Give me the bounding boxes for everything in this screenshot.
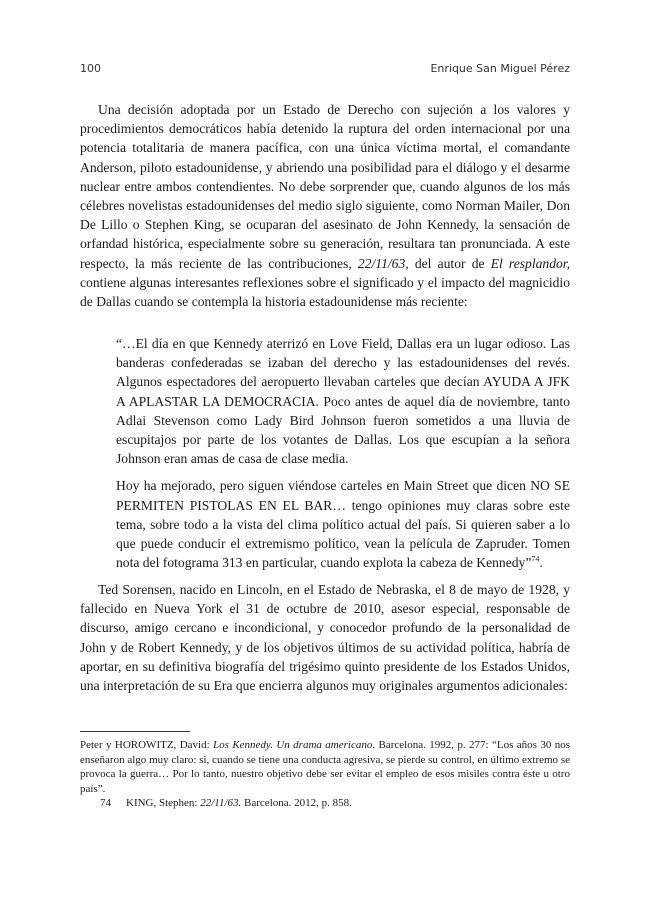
- text-run: Una decisión adoptada por un Estado de Derecho con sujeción a los valores y procedimientos democráticos había detenido la ruptura del orden internacional por una potencia totalitaria de manera pacífica, con una única víctima mortal, el comandante Anderson, piloto estadounidense, y abriendo una posibilidad para el diálogo y el desarme nuclear entre ambos contendientes. No debe sorprender que, cuando algunos de los más célebres novelistas estadounidenses del medio siglo siguiente, como Norman Mailer, Don De Lillo o Stephen King, se ocuparan del asesinato de John Kennedy, la sensación de orfandad histórica, especialmente sobre su generación, resultara tan pronunciada. A este respecto, la más reciente de las contribuciones,: [80, 102, 570, 271]
- footnote-reference: 74: [531, 554, 540, 564]
- book-title-italic: Los Kennedy. Un drama americano: [213, 739, 373, 751]
- running-header-author: Enrique San Miguel Pérez: [430, 62, 570, 75]
- text-run: .: [539, 555, 543, 571]
- text-run: Peter y HOROWITZ, David:: [80, 739, 214, 751]
- footnotes: [80, 738, 570, 811]
- book-title-italic: El resplandor,: [490, 255, 570, 271]
- quote-paragraph-1: “…El día en que Kennedy aterrizó en Love Field, Dallas era un lugar odioso. Las banderas confederadas se izaban del derecho y las estadounidenses del revés. Algunos espectadores del aeropuerto llevaban carteles que decían AYUDA A JFK A APLASTAR LA DEMOCRACIA. Poco antes de aquel día de noviembre, tanto Adlai Stevenson como Lady Bird Johnson fueron sometidos a una lluvia de escupitajos por parte de los votantes de Dallas. Los que escupían a la señora Johnson eran amas de casa de clase media.: [116, 336, 570, 467]
- running-header: [80, 62, 570, 78]
- paragraph: [80, 100, 570, 311]
- book-title-italic: 22/11/63,: [357, 255, 409, 271]
- text-run: del autor de: [408, 255, 491, 271]
- body-paragraph-2: [80, 580, 570, 695]
- block-quote: [116, 334, 570, 580]
- book-title-italic: 22/11/63.: [200, 797, 242, 810]
- footnote-74: [80, 796, 570, 811]
- paragraph: Ted Sorensen, nacido en Lincoln, en el Estado de Nebraska, el 8 de mayo de 1928, y fallecido en Nueva York el 31 de octubre de 2010, asesor especial, responsable de discurso, amigo cercano e incondicional, y conocedor profundo de la personalidad de John y de Robert Kennedy, y de los objetivos últimos de su actividad política, habría de aportar, en su definitiva biografía del trigésimo quinto presidente de los Estados Unidos, una interpretación de su Era que encierra algunos muy originales argumentos adicionales:: [80, 582, 570, 694]
- text-run: Barcelona. 2012, p. 858.: [241, 797, 352, 810]
- text-run: KING, Stephen:: [126, 797, 201, 810]
- body-paragraph-1: [80, 100, 570, 311]
- text-run: . Barcelona. 1992, p. 277: “Los años 30 nos enseñaron algo muy claro: si, cuando se tiene una conducta agresiva, se pierde su control, en último extremo se provoca la guerra… Por lo tanto, nuestro objetivo debe ser evitar el empleo de esos misiles contra éste u otro país”.: [80, 739, 570, 795]
- text-run: contiene algunas interesantes reflexiones sobre el significado y el impacto del magnicidio de Dallas cuando se contempla la historia estadounidense más reciente:: [80, 274, 570, 310]
- footnote-number: 74: [100, 797, 111, 810]
- quote-paragraph-2: [116, 476, 570, 572]
- page-number: 100: [80, 62, 101, 75]
- footnote-continuation: [80, 738, 570, 796]
- footnote-divider: [80, 731, 190, 732]
- text-run: Hoy ha mejorado, pero siguen viéndose carteles en Main Street que dicen NO SE PERMITEN PISTOLAS EN EL BAR… tengo opiniones muy claras sobre este tema, sobre todo a la vista del clima político actual del país. Si quieren saber a lo que puede conducir el extremismo político, vean la película de Zapruder. Tomen nota del fotograma 313 en particular, cuando explota la cabeza de Kennedy”: [116, 478, 570, 571]
